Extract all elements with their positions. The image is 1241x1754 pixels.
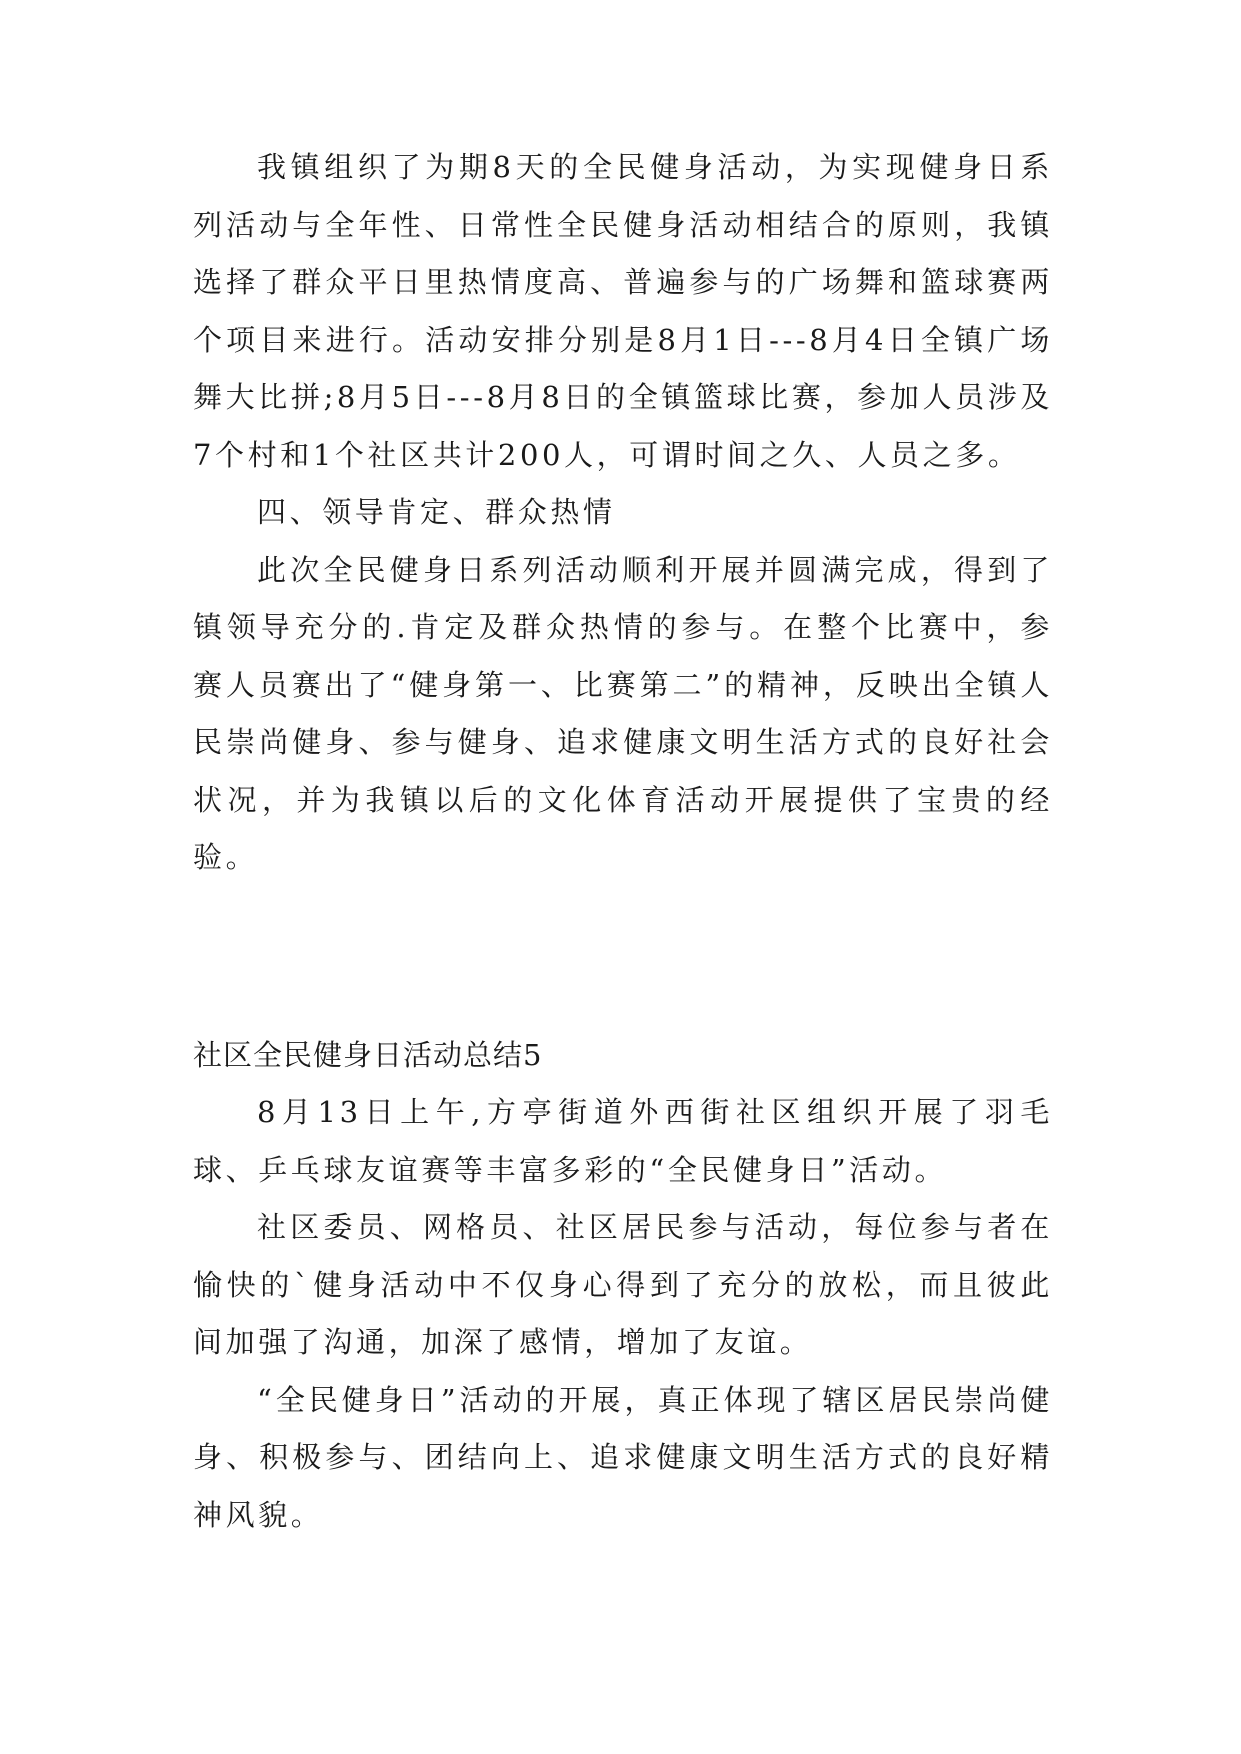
paragraph-activity-result: 此次全民健身日系列活动顺利开展并圆满完成，得到了镇领导充分的.肯定及群众热情的参与。在整个比赛中，参赛人员赛出了“健身第一、比赛第二”的精神，反映出全镇人民崇尚健身、参与健身、追求健康文明生活方式的良好社会状况，并为我镇以后的文化体育活动开展提供了宝贵的经验。 bbox=[193, 552, 1053, 874]
document-title: 社区全民健身日活动总结5 bbox=[193, 1038, 543, 1072]
section-2 bbox=[193, 1084, 1053, 1544]
section-1 bbox=[193, 139, 1053, 887]
section-heading-leadership: 四、领导肯定、群众热情 bbox=[257, 495, 616, 529]
paragraph-activity-arrangement: 我镇组织了为期8天的全民健身活动，为实现健身日系列活动与全年性、日常性全民健身活动相结合的原则，我镇选择了群众平日里热情度高、普遍参与的广场舞和篮球赛两个项目来进行。活动安排分别是8月1日---8月4日全镇广场舞大比拼;8月5日---8月8日的全镇篮球比赛，参加人员涉及7个村和1个社区共计200人，可谓时间之久、人员之多。 bbox=[193, 150, 1053, 472]
paragraph-conclusion: “全民健身日”活动的开展，真正体现了辖区居民崇尚健身、积极参与、团结向上、追求健康文明生活方式的良好精神风貌。 bbox=[193, 1382, 1053, 1532]
paragraph-participants: 社区委员、网格员、社区居民参与活动，每位参与者在愉快的`健身活动中不仅身心得到了充分的放松，而且彼此间加强了沟通，加深了感情，增加了友谊。 bbox=[193, 1210, 1053, 1359]
paragraph-event-intro: 8月13日上午,方亭街道外西街社区组织开展了羽毛球、乒乓球友谊赛等丰富多彩的“全民健身日”活动。 bbox=[193, 1095, 1053, 1187]
